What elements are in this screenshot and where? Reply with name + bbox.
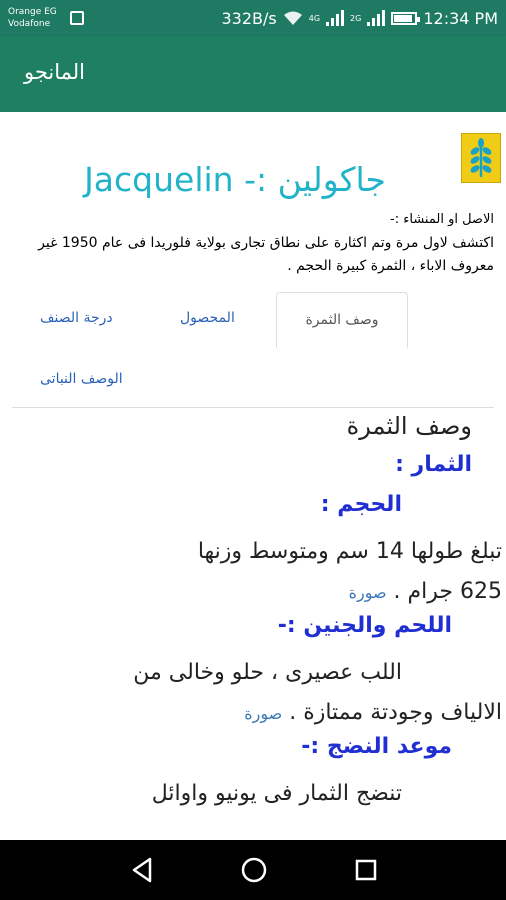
- tab-plant-description[interactable]: [40, 371, 123, 387]
- carrier-line-1: Orange EG: [8, 7, 57, 17]
- status-bar: [0, 0, 506, 36]
- ripen-heading: موعد النضج :-: [301, 734, 452, 759]
- size-image-link[interactable]: صورة: [348, 583, 387, 602]
- plant-icon: [461, 133, 501, 183]
- panel-title: وصف الثمرة: [346, 412, 472, 440]
- battery-level: [394, 15, 412, 22]
- flesh-text-1: اللب عصيرى ، حلو وخالى من: [133, 660, 402, 685]
- wifi-icon: [283, 10, 303, 26]
- tab-fruit-description[interactable]: [276, 292, 408, 348]
- signal-icon-2: [367, 10, 385, 26]
- carrier-line-2: Vodafone: [8, 19, 51, 29]
- notification-icon: [70, 11, 84, 25]
- tab-panel: [22, 412, 502, 814]
- tab-label: الوصف النباتى: [40, 371, 123, 387]
- flesh-heading: اللحم والجنين :-: [277, 613, 452, 638]
- clock: 12:34 PM: [423, 8, 498, 28]
- variety-title: جاكولين :- Jacquelin: [84, 160, 386, 199]
- tab-bar: [12, 290, 494, 408]
- size-text-row: [22, 572, 502, 613]
- battery-icon: [391, 12, 417, 25]
- home-circle-icon[interactable]: [236, 852, 272, 888]
- flesh-image-link[interactable]: صورة: [244, 704, 283, 723]
- origin-text: اكتشف لاول مرة وتم اكثارة على نطاق تجارى بولاية فلوريدا فى عام 1950 غير معروف الاباء ، الثمرة كبيرة الحجم .: [38, 235, 494, 274]
- content-area[interactable]: [0, 112, 506, 840]
- signal-icon-1: [326, 10, 344, 26]
- network-type-1: 4G: [308, 13, 321, 23]
- tab-variety-grade[interactable]: [40, 310, 113, 326]
- ripen-text: تنضج الثمار فى يونيو واوائل: [151, 781, 402, 806]
- size-heading: الحجم :: [320, 492, 402, 517]
- recent-square-icon[interactable]: [348, 852, 384, 888]
- flesh-text-2: الالياف وجودتة ممتازة .: [289, 700, 502, 725]
- tab-label: وصف الثمرة: [305, 312, 379, 328]
- tab-label: درجة الصنف: [40, 310, 113, 326]
- origin-label: الاصل او المنشاء :-: [390, 212, 494, 227]
- app-title: المانجو: [24, 60, 86, 84]
- navigation-bar: [0, 840, 506, 900]
- network-speed: 332B/s: [221, 8, 277, 28]
- network-type-2: 2G: [350, 13, 362, 23]
- app-bar: [0, 36, 506, 112]
- status-indicators: [222, 8, 499, 28]
- carrier-info: [8, 6, 57, 30]
- fruits-heading: الثمار :: [395, 452, 472, 477]
- back-triangle-icon[interactable]: [124, 852, 160, 888]
- tab-label: المحصول: [180, 310, 235, 326]
- flesh-text-row: [22, 693, 502, 734]
- tab-yield[interactable]: [180, 310, 235, 326]
- size-text-1: تبلغ طولها 14 سم ومتوسط وزنها: [197, 539, 502, 564]
- size-text-2: 625 جرام .: [393, 579, 502, 604]
